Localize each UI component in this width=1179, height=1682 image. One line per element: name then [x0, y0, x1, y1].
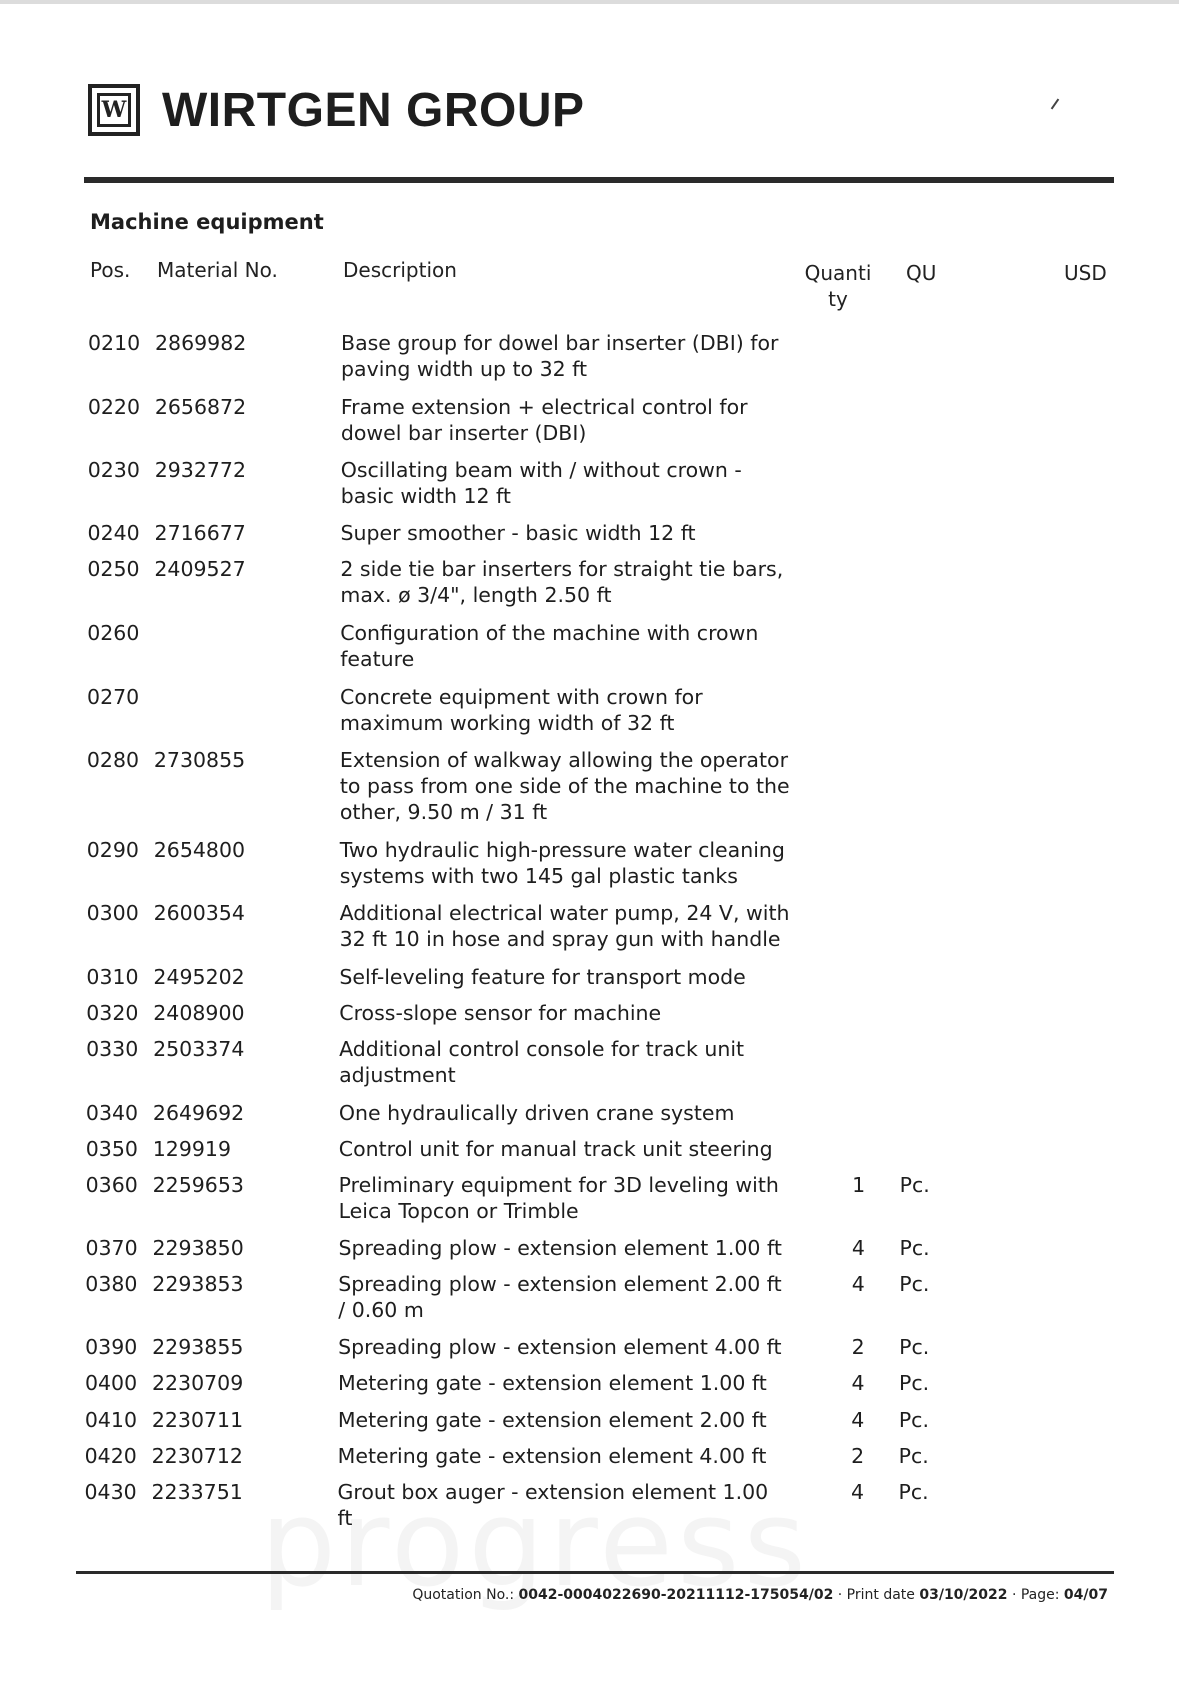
description-line: Leica Topcon or Trimble — [338, 1199, 579, 1223]
row-quantity: 4 — [851, 1408, 865, 1432]
row-position: 0230 — [87, 458, 140, 482]
row-quantity-unit: Pc. — [898, 1480, 929, 1504]
row-quantity-unit: Pc. — [898, 1444, 929, 1468]
description-line: Base group for dowel bar inserter (DBI) for — [341, 331, 779, 355]
row-description — [340, 747, 800, 825]
description-line: Cross-slope sensor for machine — [339, 1001, 662, 1025]
description-line: dowel bar inserter (DBI) — [340, 421, 587, 445]
description-line: systems with two 145 gal plastic tanks — [339, 864, 738, 888]
description-line: feature — [340, 647, 415, 671]
description-line: Additional electrical water pump, 24 V, with — [339, 901, 790, 925]
row-description — [338, 1443, 798, 1469]
col-header-description: Description — [343, 258, 457, 282]
col-header-pos: Pos. — [90, 258, 131, 282]
description-line: Spreading plow - extension element 1.00 ft — [338, 1236, 782, 1260]
description-line: Self-leveling feature for transport mode — [339, 965, 746, 989]
row-material-number: 2932772 — [154, 458, 246, 482]
row-description — [339, 1136, 799, 1162]
row-description — [340, 620, 800, 672]
description-line: Grout box auger - extension element 1.00 — [337, 1480, 769, 1504]
description-line: Metering gate - extension element 4.00 ft — [337, 1444, 767, 1468]
row-material-number: 2293853 — [152, 1272, 244, 1296]
pen-mark — [1051, 99, 1060, 110]
row-material-number: 2230709 — [151, 1371, 244, 1395]
row-description — [340, 900, 800, 952]
row-quantity: 2 — [851, 1335, 865, 1359]
row-description — [338, 1271, 798, 1323]
row-position: 0340 — [85, 1101, 139, 1125]
col-header-qu: QU — [906, 261, 937, 285]
row-description — [339, 964, 799, 990]
row-position: 0330 — [86, 1037, 139, 1061]
header-divider — [84, 177, 1114, 183]
description-line: Spreading plow - extension element 4.00 ft — [338, 1335, 782, 1359]
row-position: 0220 — [87, 395, 141, 419]
row-material-number: 2230712 — [151, 1444, 243, 1468]
row-position: 0300 — [86, 901, 139, 925]
row-description — [340, 684, 800, 736]
row-description — [339, 1100, 799, 1126]
row-material-number: 2869982 — [155, 331, 247, 355]
description-line: adjustment — [339, 1063, 456, 1087]
print-date-label: · Print date — [833, 1587, 920, 1603]
scan-top-edge — [0, 0, 1179, 4]
row-position: 0350 — [85, 1137, 138, 1161]
row-material-number: 2654800 — [153, 838, 246, 862]
row-quantity: 2 — [851, 1444, 865, 1468]
row-material-number: 2730855 — [153, 748, 246, 772]
row-material-number: 2649692 — [152, 1101, 245, 1125]
row-quantity-unit: Pc. — [898, 1371, 930, 1395]
print-date: 03/10/2022 — [919, 1587, 1008, 1603]
row-quantity-unit: Pc. — [899, 1272, 930, 1296]
row-material-number: 2409527 — [154, 557, 246, 581]
row-quantity-unit: Pc. — [898, 1408, 929, 1432]
description-line: Metering gate - extension element 2.00 ft — [337, 1408, 767, 1432]
quotation-number: 0042-0004022690-20211112-175054/02 — [518, 1587, 834, 1603]
row-description — [341, 520, 801, 546]
row-position: 0310 — [86, 965, 139, 989]
logo-letter: W — [97, 93, 131, 127]
description-line: Frame extension + electrical control for — [340, 395, 748, 419]
row-material-number: 2230711 — [151, 1408, 244, 1432]
description-line: 32 ft 10 in hose and spray gun with handle — [339, 927, 781, 951]
page-number: 04/07 — [1063, 1587, 1108, 1603]
row-description — [339, 1036, 799, 1088]
row-position: 0250 — [87, 557, 140, 581]
description-line: Super smoother - basic width 12 ft — [340, 521, 696, 545]
row-position: 0280 — [86, 748, 140, 772]
letterhead — [88, 80, 585, 140]
row-material-number: 2495202 — [153, 965, 245, 989]
row-material-number: 2293850 — [152, 1236, 244, 1260]
description-line: Metering gate - extension element 1.00 ft — [337, 1371, 767, 1395]
row-description — [340, 837, 800, 889]
row-position: 0260 — [87, 621, 140, 645]
row-material-number: 2716677 — [154, 521, 246, 545]
row-material-number: 2656872 — [154, 395, 247, 419]
row-description — [338, 1370, 798, 1396]
row-description — [341, 394, 801, 446]
page-label: · Page: — [1007, 1587, 1064, 1603]
row-material-number: 2600354 — [153, 901, 245, 925]
row-position: 0390 — [85, 1335, 138, 1359]
description-line: Additional control console for track unit — [339, 1037, 745, 1061]
row-description — [341, 457, 801, 509]
row-position: 0420 — [84, 1444, 137, 1468]
row-quantity-unit: Pc. — [899, 1173, 930, 1197]
row-material-number: 2259653 — [152, 1173, 244, 1197]
row-position: 0320 — [86, 1001, 139, 1025]
row-description — [339, 1172, 799, 1224]
row-quantity: 4 — [851, 1272, 865, 1296]
description-line: to pass from one side of the machine to the — [339, 774, 790, 798]
row-position: 0210 — [88, 331, 141, 355]
description-line: maximum working width of 32 ft — [340, 711, 675, 735]
col-header-quantity — [803, 260, 873, 312]
row-position: 0370 — [85, 1236, 138, 1260]
brand-name: WIRTGEN GROUP — [162, 83, 585, 137]
col-header-material: Material No. — [157, 258, 278, 282]
row-material-number: 2408900 — [153, 1001, 245, 1025]
col-header-quantity-line1: Quanti — [804, 261, 872, 285]
description-line: max. ø 3/4", length 2.50 ft — [340, 583, 612, 607]
description-line: Spreading plow - extension element 2.00 ft — [338, 1272, 782, 1296]
description-line: paving width up to 32 ft — [341, 357, 588, 381]
row-quantity: 4 — [851, 1371, 865, 1395]
row-material-number: 129919 — [152, 1137, 232, 1161]
row-description — [338, 1407, 798, 1433]
row-quantity-unit: Pc. — [899, 1335, 930, 1359]
description-line: Extension of walkway allowing the operator — [339, 748, 788, 772]
row-material-number: 2233751 — [151, 1480, 243, 1504]
row-description — [338, 1235, 798, 1261]
row-position: 0400 — [84, 1371, 138, 1395]
row-position: 0360 — [85, 1173, 138, 1197]
row-quantity-unit: Pc. — [899, 1236, 930, 1260]
row-material-number: 2503374 — [153, 1037, 245, 1061]
row-description — [341, 330, 801, 382]
description-line: Control unit for manual track unit steering — [338, 1137, 773, 1161]
description-line: Oscillating beam with / without crown - — [340, 458, 742, 482]
col-header-quantity-line2: ty — [828, 287, 848, 311]
row-quantity: 1 — [852, 1173, 866, 1197]
description-line: basic width 12 ft — [340, 484, 511, 508]
col-header-usd: USD — [1064, 261, 1107, 285]
description-line: Concrete equipment with crown for — [340, 685, 703, 709]
row-position: 0380 — [85, 1272, 138, 1296]
row-position: 0240 — [87, 521, 140, 545]
footer-quotation — [412, 1587, 1108, 1603]
description-line: 2 side tie bar inserters for straight tie bars, — [340, 557, 784, 581]
section-title: Machine equipment — [90, 210, 324, 234]
row-description — [340, 556, 800, 608]
description-line: other, 9.50 m / 31 ft — [339, 800, 548, 824]
description-line: Two hydraulic high-pressure water cleaning — [339, 838, 785, 862]
row-quantity: 4 — [851, 1236, 865, 1260]
row-material-number: 2293855 — [152, 1335, 244, 1359]
description-line: Preliminary equipment for 3D leveling with — [338, 1173, 779, 1197]
footer-divider — [76, 1571, 1114, 1574]
quotation-label: Quotation No.: — [412, 1587, 519, 1603]
row-position: 0290 — [86, 838, 139, 862]
description-line: One hydraulically driven crane system — [338, 1101, 735, 1125]
row-quantity: 4 — [850, 1480, 864, 1504]
row-description — [339, 1000, 799, 1026]
row-position: 0430 — [84, 1480, 137, 1504]
row-position: 0270 — [87, 685, 140, 709]
row-position: 0410 — [84, 1408, 137, 1432]
description-line: ft — [337, 1506, 353, 1530]
description-line: Configuration of the machine with crown — [340, 621, 759, 645]
description-line: / 0.60 m — [338, 1298, 424, 1322]
row-description — [338, 1334, 798, 1360]
wirtgen-logo-icon — [88, 84, 140, 136]
